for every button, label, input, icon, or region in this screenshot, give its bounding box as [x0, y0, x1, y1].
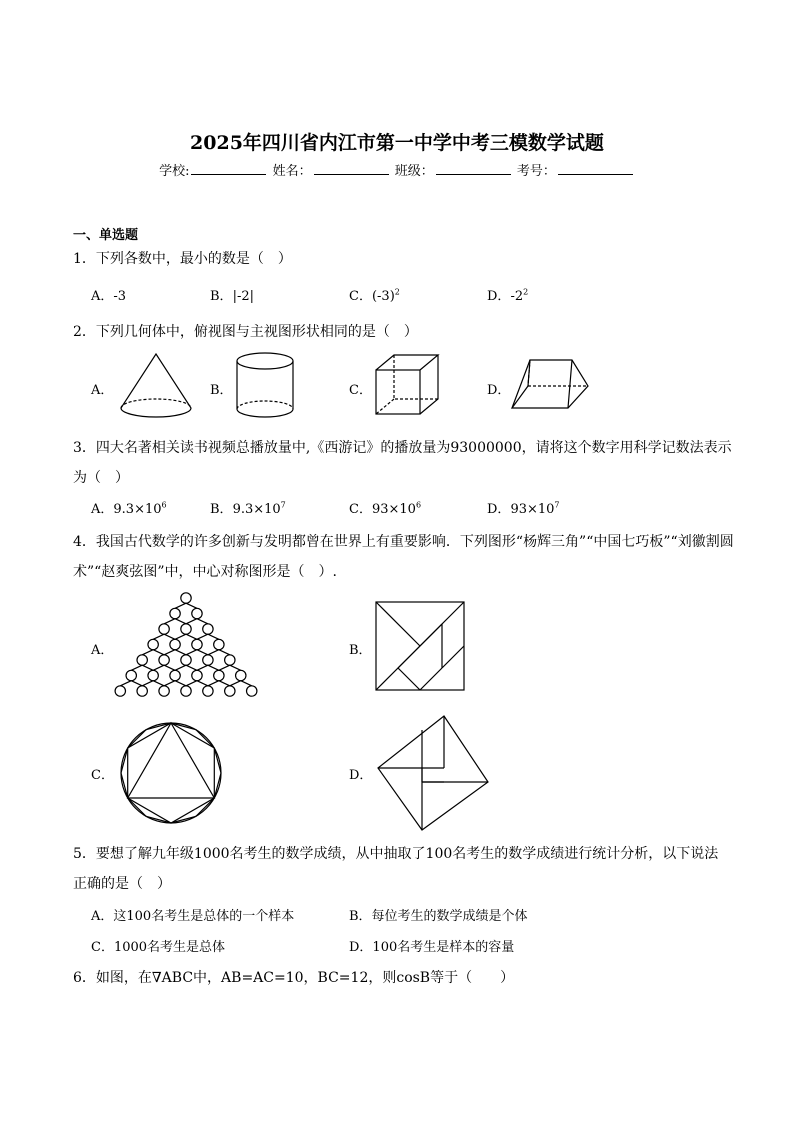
yanghui-connector — [153, 650, 164, 655]
yanghui-node — [192, 608, 202, 618]
yanghui-connector — [230, 665, 241, 670]
zhaoshuang-figure — [374, 712, 492, 834]
q1-option-b-label: B． — [210, 289, 233, 304]
yanghui-node — [148, 639, 158, 649]
yanghui-node — [170, 608, 180, 618]
yanghui-connector — [197, 665, 208, 670]
yanghui-connector — [197, 634, 208, 639]
q3-option-b — [210, 498, 286, 517]
q3-option-d-label: D． — [487, 502, 511, 517]
cone-figure — [115, 350, 197, 420]
q3-option-d-value: 93×10 — [510, 502, 555, 517]
yanghui-node — [137, 686, 147, 696]
yanghui-connector — [186, 603, 197, 608]
yanghui-connector — [142, 681, 153, 686]
q3-stem-line2: 为（ ） — [73, 470, 129, 486]
q6-stem: 6．如图，在∇ABC中，AB=AC=10，BC=12，则cosB等于（ ） — [73, 970, 515, 986]
class-blank[interactable] — [436, 162, 511, 175]
yanghui-node — [203, 655, 213, 665]
q2-option-b: B． — [210, 383, 233, 398]
section-heading: 一、单选题 — [73, 228, 139, 243]
yanghui-connector — [186, 634, 197, 639]
name-blank[interactable] — [314, 162, 389, 175]
q1-option-a: A．-3 — [91, 289, 127, 304]
q4-stem-line1: 4．我国古代数学的许多创新与发明都曾在世界上有重要影响．下列图形“杨辉三角”“中国七巧板”“刘徽割圆 — [73, 534, 734, 550]
q2-option-a: A． — [91, 383, 114, 398]
q5-stem-line1: 5．要想了解九年级1000名考生的数学成绩，从中抽取了100名考生的数学成绩进行统计分析，以下说法 — [73, 846, 719, 862]
yanghui-connector — [164, 634, 175, 639]
frustum-figure — [508, 356, 592, 414]
yanghui-connector — [219, 681, 230, 686]
yanghui-node — [159, 624, 169, 634]
yanghui-connector — [208, 665, 219, 670]
yanghui-node — [181, 624, 191, 634]
yanghui-node — [203, 686, 213, 696]
q3-option-c-label: C． — [349, 502, 372, 517]
yanghui-node — [181, 593, 191, 603]
q5-option-b: B．每位考生的数学成绩是个体 — [349, 909, 528, 924]
q4-option-a: A． — [91, 643, 114, 658]
page-title: 2025年四川省内江市第一中学中考三模数学试题 — [190, 132, 604, 154]
q1-option-d-base: -2 — [510, 289, 524, 304]
yanghui-connector — [219, 650, 230, 655]
q1-stem: 1．下列各数中，最小的数是（ ） — [73, 251, 292, 267]
tangram-figure — [372, 598, 468, 694]
q4-option-c: C． — [91, 768, 114, 783]
q3-option-c — [349, 498, 421, 517]
q5-option-d: D．100名考生是样本的容量 — [349, 940, 515, 955]
yanghui-connector — [186, 665, 197, 670]
yanghui-node — [181, 686, 191, 696]
q3-option-b-exp: 7 — [280, 500, 286, 510]
student-info-line — [0, 160, 794, 179]
yanghui-connector — [197, 650, 208, 655]
q1-option-c-label: C． — [349, 289, 372, 304]
q4-option-b: B． — [349, 643, 372, 658]
q3-option-d-exp: 7 — [554, 500, 560, 510]
yanghui-connector — [131, 665, 142, 670]
yanghui-node — [247, 686, 257, 696]
q3-option-b-value: 9.3×10 — [232, 502, 281, 517]
yanghui-connector — [142, 665, 153, 670]
q1-option-b-value: |-2| — [232, 289, 254, 304]
q3-option-d — [487, 498, 560, 517]
q2-option-c: C． — [349, 383, 372, 398]
yanghui-connector — [164, 619, 175, 624]
yanghui-node — [192, 639, 202, 649]
yanghui-connector — [153, 634, 164, 639]
inscribed-hexagon — [128, 723, 215, 823]
yanghui-connector — [208, 650, 219, 655]
yanghui-node — [170, 639, 180, 649]
yanghui-connector — [120, 681, 131, 686]
cylinder-figure — [234, 350, 296, 422]
yanghui-connector — [197, 681, 208, 686]
q3-option-c-exp: 6 — [415, 500, 422, 510]
q5-option-c: C．1000名考生是总体 — [91, 940, 226, 955]
q1-option-c-base: (-3) — [371, 289, 395, 304]
yanghui-node — [214, 670, 224, 680]
yanghui-connector — [164, 681, 175, 686]
q3-stem-line1: 3．四大名著相关读书视频总播放量中,《西游记》的播放量为93000000，请将这个数字用科学记数法表示 — [73, 440, 732, 456]
q2-stem: 2．下列几何体中，俯视图与主视图形状相同的是（ ） — [73, 324, 418, 340]
yanghui-connector — [175, 603, 186, 608]
yanghui-connector — [186, 650, 197, 655]
class-label: 班级： — [394, 164, 434, 179]
yanghui-connector — [153, 665, 164, 670]
yanghui-connector — [219, 665, 230, 670]
outer-circle — [121, 723, 221, 823]
number-label: 考号： — [516, 164, 556, 179]
name-label: 姓名： — [272, 164, 312, 179]
yanghui-connector — [241, 681, 252, 686]
q3-option-a-label: A． — [91, 502, 114, 517]
q2-option-d: D． — [487, 383, 511, 398]
number-blank[interactable] — [558, 162, 633, 175]
yanghui-connector — [175, 665, 186, 670]
yanghui-node — [214, 639, 224, 649]
yanghui-node — [181, 655, 191, 665]
yanghui-connector — [175, 619, 186, 624]
yanghui-node — [126, 670, 136, 680]
yanghui-triangle-figure — [112, 590, 260, 702]
yanghui-node — [236, 670, 246, 680]
yanghui-connector — [208, 634, 219, 639]
q1-option-d-exp: 2 — [523, 287, 529, 297]
yanghui-connector — [131, 681, 142, 686]
school-label: 学校: — [159, 164, 190, 179]
q5-option-a: A．这100名考生是总体的一个样本 — [91, 909, 295, 924]
yanghui-connector — [208, 681, 219, 686]
yanghui-connector — [186, 619, 197, 624]
q5-stem-line2: 正确的是（ ） — [73, 876, 171, 892]
yanghui-node — [115, 686, 125, 696]
yanghui-connector — [164, 650, 175, 655]
yanghui-connector — [142, 650, 153, 655]
q1-option-c — [349, 285, 400, 304]
q3-option-a — [91, 498, 167, 517]
yanghui-node — [170, 670, 180, 680]
q4-stem-line2: 术”“赵爽弦图”中，中心对称图形是（ ）. — [73, 564, 337, 580]
q3-option-b-label: B． — [210, 502, 233, 517]
yanghui-node — [225, 655, 235, 665]
yanghui-connector — [175, 650, 186, 655]
q1-option-d-label: D． — [487, 289, 511, 304]
q3-option-a-exp: 6 — [161, 500, 167, 510]
yanghui-node — [192, 670, 202, 680]
school-blank[interactable] — [191, 162, 266, 175]
liuhui-circle-figure — [116, 718, 226, 828]
q1-option-d — [487, 285, 528, 304]
yanghui-connector — [153, 681, 164, 686]
yanghui-node — [159, 655, 169, 665]
yanghui-connector — [230, 681, 241, 686]
q3-option-c-value: 93×10 — [371, 502, 416, 517]
yanghui-node — [225, 686, 235, 696]
yanghui-node — [203, 624, 213, 634]
cube-figure — [372, 352, 442, 418]
q1-option-c-exp: 2 — [394, 287, 400, 297]
yanghui-node — [148, 670, 158, 680]
yanghui-node — [137, 655, 147, 665]
yanghui-connector — [175, 634, 186, 639]
yanghui-connector — [186, 681, 197, 686]
q4-option-d: D． — [349, 768, 373, 783]
yanghui-node — [159, 686, 169, 696]
q1-option-b — [210, 285, 254, 304]
yanghui-connector — [164, 665, 175, 670]
q3-option-a-value: 9.3×10 — [113, 502, 162, 517]
yanghui-connector — [175, 681, 186, 686]
yanghui-connector — [197, 619, 208, 624]
